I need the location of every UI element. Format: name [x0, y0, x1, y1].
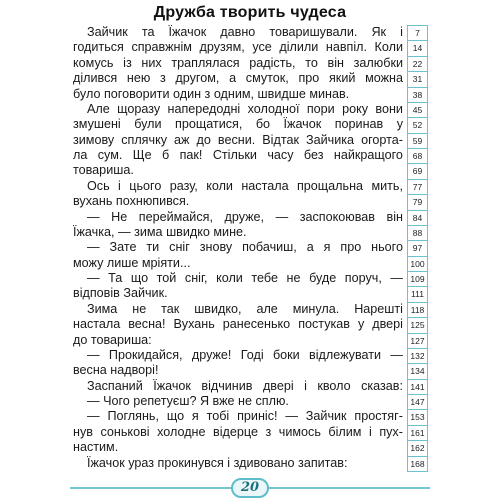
text-line	[73, 194, 403, 209]
word: —	[87, 240, 100, 255]
word: заспокоював	[299, 209, 375, 224]
word: аж	[174, 132, 190, 147]
text-line	[73, 117, 403, 132]
word: не	[132, 301, 147, 316]
word-count-cell: 69	[408, 164, 427, 179]
word: так	[161, 301, 180, 316]
word: той	[156, 271, 177, 285]
word: годиться	[73, 40, 124, 55]
word: друже!	[191, 347, 232, 362]
word-count-cell: 7	[408, 26, 427, 41]
word-count-cell: 77	[408, 180, 427, 195]
word-count-cell: 68	[408, 149, 427, 164]
text-line-content: Їжачка, — зима швидко мине.	[73, 224, 247, 239]
word: Поглянь,	[107, 409, 159, 424]
text-line	[73, 425, 403, 440]
word: постукав	[298, 317, 350, 332]
word-count-cell: 111	[408, 287, 427, 302]
word: поруч,	[344, 271, 382, 285]
text-line	[73, 379, 403, 394]
word: —	[275, 209, 289, 224]
word: року	[342, 101, 369, 116]
word: радість,	[249, 55, 296, 70]
word: я	[323, 240, 331, 255]
text-line	[73, 348, 403, 363]
word: Стільки	[212, 148, 257, 162]
word: другом,	[175, 71, 220, 86]
word: тебе	[251, 271, 278, 285]
word: у	[396, 117, 403, 132]
word: він	[386, 209, 403, 224]
word: Зайчика	[306, 132, 355, 147]
word: ти	[146, 240, 160, 255]
word: Їжачок	[168, 25, 207, 39]
word-count-cell: 153	[408, 410, 427, 425]
word: них	[141, 55, 162, 70]
word: Зайчик	[305, 409, 347, 424]
word: Нарешті	[354, 301, 403, 316]
word: комусь	[73, 55, 114, 70]
word: —	[87, 209, 100, 224]
word: прощатися,	[175, 117, 243, 132]
word: часу	[267, 148, 294, 162]
word: залюбки	[353, 55, 403, 70]
word: можна	[365, 71, 403, 86]
word: знову	[199, 240, 233, 255]
word: ділився	[73, 71, 118, 86]
word-count-cell: 125	[408, 318, 427, 333]
word-count-cell: 14	[408, 41, 427, 56]
word-count-cell: 88	[408, 226, 427, 241]
word: нув	[73, 424, 93, 439]
word: товаришували.	[269, 25, 358, 39]
text-line	[73, 56, 403, 71]
word: Вухань	[173, 317, 215, 332]
text-line	[73, 163, 403, 178]
word: друже,	[224, 209, 265, 224]
word: минула.	[292, 301, 340, 316]
text-line	[73, 302, 403, 317]
word: у	[357, 317, 365, 332]
word-count-cell: 147	[408, 395, 427, 410]
text-line-content: вухань похнюпився.	[73, 194, 190, 209]
word-count-cell: 161	[408, 426, 427, 441]
word: —	[87, 347, 100, 362]
word-count-cell: 141	[408, 380, 427, 395]
word: навпіл.	[325, 40, 367, 55]
text-line-content: — Чого репетуєш? Я вже не сплю.	[87, 394, 289, 408]
word-count-cell: 79	[408, 195, 427, 210]
text-line	[73, 256, 403, 271]
word: сніг	[169, 240, 190, 255]
word: —	[285, 409, 298, 424]
word-count-cell: 84	[408, 211, 427, 226]
word: зимову	[73, 132, 115, 147]
word: пух-	[379, 424, 403, 439]
word-count-cell: 38	[408, 88, 427, 103]
word: і	[400, 25, 403, 39]
word-count-cell: 132	[408, 349, 427, 364]
word: без	[303, 148, 324, 162]
word: б	[161, 148, 170, 162]
word-count-cell: 22	[408, 57, 427, 72]
text-line	[73, 40, 403, 55]
word: а	[306, 240, 314, 255]
word: Зайчик	[87, 25, 128, 39]
word: сум.	[97, 148, 123, 162]
word: —	[87, 271, 100, 285]
text-line-content: весна надворі!	[73, 363, 159, 378]
word: огорта-	[361, 132, 403, 147]
word: Ось	[87, 178, 110, 193]
word: приніс!	[237, 409, 278, 424]
word: настала	[73, 317, 121, 332]
word: усе	[252, 40, 272, 55]
text-line	[73, 333, 403, 348]
word: сонькові	[100, 424, 150, 439]
text-line	[73, 317, 403, 332]
word: Коли	[374, 40, 403, 55]
word: ранесенько	[222, 317, 291, 332]
word: боки	[272, 347, 300, 362]
word: поринав	[334, 117, 384, 132]
word: та	[141, 25, 155, 39]
word: буде	[309, 271, 337, 285]
word: що	[130, 271, 149, 285]
text-line-content: було поговорити один з одним, швидше минав.	[73, 86, 350, 101]
text-line	[73, 133, 403, 148]
word-count-cell: 109	[408, 272, 427, 287]
word: прощальна	[296, 178, 364, 193]
text-line	[73, 363, 403, 378]
text-line-content: відповів Зайчик.	[73, 286, 168, 301]
page-number: 20	[231, 478, 269, 498]
word: Та	[108, 271, 123, 285]
text-line	[73, 148, 403, 163]
word: про	[298, 71, 320, 86]
word: не	[286, 271, 301, 285]
word: Як	[371, 25, 387, 39]
word: нею	[126, 71, 151, 86]
text-line	[73, 394, 403, 409]
word: із	[123, 55, 132, 70]
word: холодної	[247, 101, 300, 116]
text-line	[73, 71, 403, 86]
word: щоразу	[117, 101, 161, 116]
word: то	[305, 55, 318, 70]
word-count-cell: 31	[408, 72, 427, 87]
word: напередодні	[167, 101, 241, 116]
word: настала	[241, 178, 289, 193]
word: Ще	[132, 148, 152, 162]
word: двері	[262, 378, 294, 393]
text-line-content: можу лише мріяти...	[73, 255, 191, 270]
word: ла	[73, 148, 88, 162]
word-count-cell: 59	[408, 134, 427, 149]
word: Годі	[240, 347, 264, 362]
text-line	[73, 271, 403, 286]
word-count-cell: 162	[408, 441, 427, 456]
word: цього	[129, 178, 162, 193]
word-count-cell: 52	[408, 118, 427, 133]
text-line	[73, 409, 403, 424]
text-line-content: до товариша:	[73, 332, 152, 347]
word-count-column	[407, 25, 428, 472]
text-line	[73, 210, 403, 225]
page-footer	[70, 478, 430, 498]
word: бо	[255, 117, 271, 132]
word: пак!	[179, 148, 203, 162]
word: Прокидайся,	[108, 347, 183, 362]
word: я	[191, 409, 199, 424]
word: швидко,	[194, 301, 242, 316]
word: двері	[372, 317, 403, 332]
word: але	[256, 301, 278, 316]
word: Але	[87, 101, 110, 116]
story-title: Дружба творить чудеса	[153, 4, 347, 21]
word-count-cell: 100	[408, 257, 427, 272]
word: відчинив	[201, 378, 253, 393]
word: переймайся,	[138, 209, 213, 224]
text-line	[73, 179, 403, 194]
word: і	[118, 178, 121, 193]
word-count-cell: 127	[408, 334, 427, 349]
text-line-content: Їжачок ураз прокинувся і здивовано запитав:	[87, 455, 348, 470]
text-line	[73, 87, 403, 102]
text-line	[73, 25, 403, 40]
word: кволо	[317, 378, 351, 393]
word: вони	[375, 101, 403, 116]
word: холодне	[157, 424, 206, 439]
word: що	[166, 409, 185, 424]
text-line-content: настим.	[73, 440, 119, 455]
word: разу,	[169, 178, 198, 193]
word-count-cell: 45	[408, 103, 427, 118]
word: Зима	[87, 301, 118, 316]
story-text	[73, 25, 403, 471]
word: найкращого	[333, 148, 403, 162]
word: друзям,	[199, 40, 245, 55]
text-line	[73, 286, 403, 301]
word: і	[368, 424, 372, 439]
word-count-cell: 168	[408, 457, 427, 472]
word: Їжачок	[283, 117, 322, 132]
word: Не	[111, 209, 128, 224]
word: Їжачок	[153, 378, 191, 393]
word: про	[340, 240, 362, 255]
word: він	[327, 55, 344, 70]
word: білим	[328, 424, 362, 439]
word: сніг,	[184, 271, 208, 285]
word: сплячку	[121, 132, 168, 147]
word: Заспаний	[87, 378, 143, 393]
text-line	[73, 440, 403, 455]
word: весни.	[217, 132, 256, 147]
word: простяг-	[354, 409, 403, 424]
word: чимось	[278, 424, 321, 439]
word: Відтак	[262, 132, 299, 147]
word-count-cell: 134	[408, 364, 427, 379]
text-line	[73, 456, 403, 471]
word: пори	[306, 101, 335, 116]
word: ділили	[279, 40, 319, 55]
word: —	[87, 409, 100, 424]
word: —	[390, 347, 403, 362]
word: відерце	[213, 424, 258, 439]
text-line	[73, 240, 403, 255]
word: нього	[371, 240, 403, 255]
word: з	[265, 424, 272, 439]
word: до	[196, 132, 211, 147]
word: були	[134, 117, 162, 132]
word: коли	[216, 271, 243, 285]
word: коли	[206, 178, 233, 193]
word: а	[229, 71, 237, 86]
word: відлежувати	[309, 347, 382, 362]
word: траплялася	[171, 55, 240, 70]
word: весна!	[128, 317, 166, 332]
word: Зате	[109, 240, 137, 255]
word: смуток,	[245, 71, 289, 86]
word: справжнім	[131, 40, 192, 55]
word: побачиш,	[242, 240, 297, 255]
word: мить,	[371, 178, 403, 193]
word: і	[304, 378, 307, 393]
word: —	[390, 271, 403, 285]
word: сказав:	[361, 378, 403, 393]
text-line-content: товариша.	[73, 163, 134, 178]
word-count-cell: 118	[408, 303, 427, 318]
word: з	[159, 71, 166, 86]
word-count-cell: 97	[408, 241, 427, 256]
word: тобі	[206, 409, 230, 424]
word: давно	[220, 25, 256, 39]
word: змушені	[73, 117, 121, 132]
text-line	[73, 102, 403, 117]
text-line	[73, 225, 403, 240]
word: який	[328, 71, 356, 86]
